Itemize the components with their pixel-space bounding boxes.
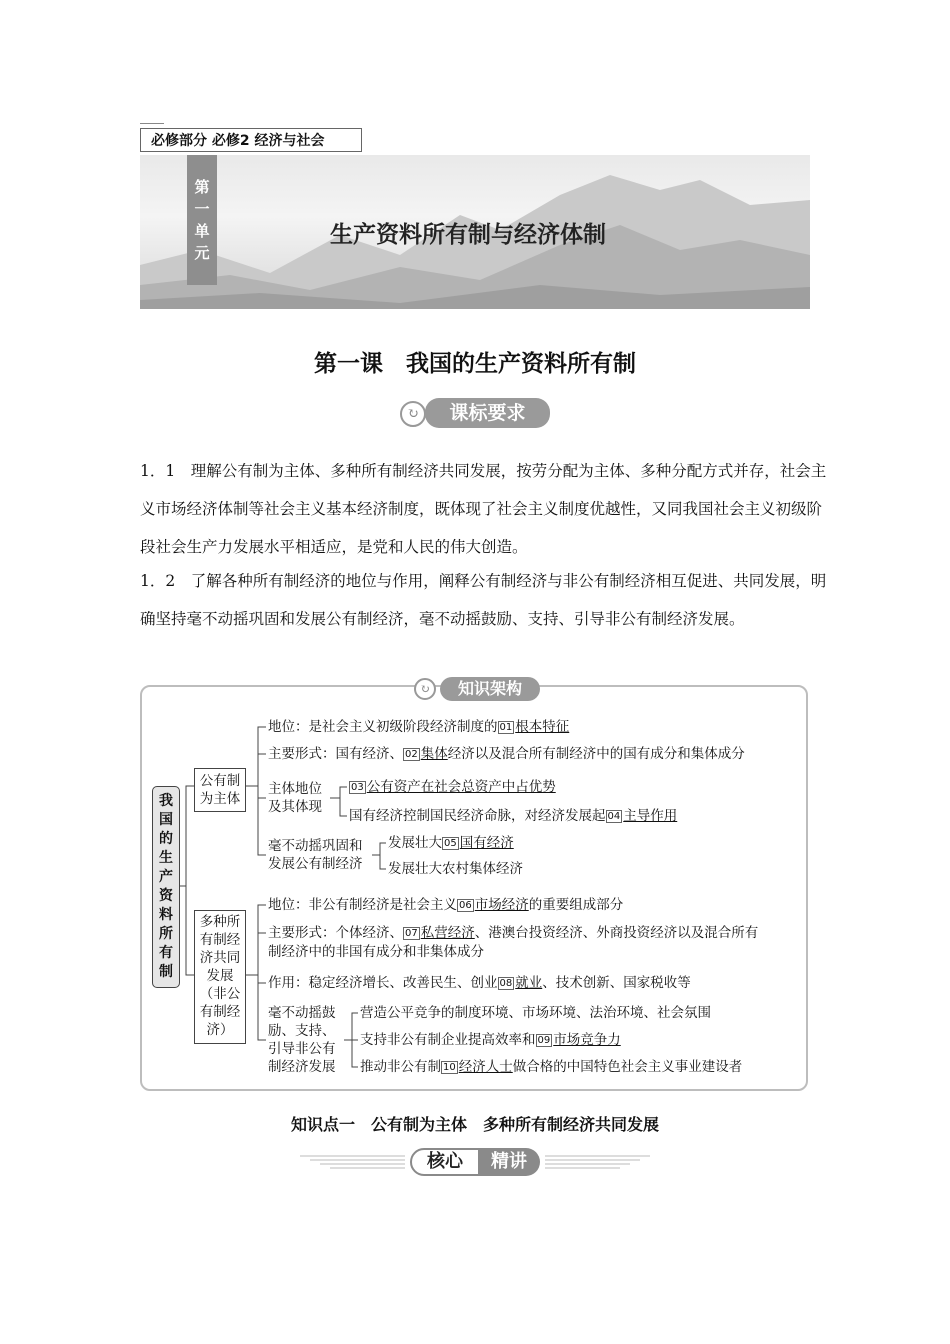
framework-pill: 知识架构 — [440, 677, 540, 701]
public-forms: 主要形式：国有经济、 02 集体经济以及混合所有制经济中的国有成分和集体成分 — [268, 746, 745, 762]
unit-number-label: 第 一 单 元 — [187, 155, 217, 285]
nonpublic-guide-2: 支持非公有制企业提高效率和 09 市场竞争力 — [360, 1032, 621, 1048]
nonpublic-ownership-node: 多种所 有制经 济共同 发展 （非公 有制经 济） — [194, 910, 246, 1044]
public-embody-2: 国有经济控制国民经济命脉，对经济发展起 04 主导作用 — [349, 808, 678, 824]
nonpublic-role: 作用：稳定经济增长、改善民生、创业 08 就业、技术创新、国家税收等 — [268, 975, 691, 991]
requirements-pill: 课标要求 — [425, 398, 550, 428]
unit-title: 生产资料所有制与经济体制 — [330, 222, 606, 248]
public-embody-label: 主体地位及其体现 — [268, 781, 322, 815]
framework-root: 我国的生产资料所有制 — [152, 786, 180, 988]
textbook-section-tag: 必修部分 必修2 经济与社会 — [140, 128, 362, 152]
requirement-1: 1．1 理解公有制为主体、多种所有制经济共同发展，按劳分配为主体、多种分配方式并存，社会主义市场经济体制等社会主义基本经济制度，既体现了社会主义制度优越性，又同我国社会主义初级阶段社会生产力发展水平相适应，是党和人民的伟大创造。 — [140, 462, 827, 556]
public-develop-label-1: 毫不动摇巩固和 — [268, 838, 363, 854]
public-status: 地位：是社会主义初级阶段经济制度的 01 根本特征 — [268, 719, 570, 735]
nonpublic-forms: 主要形式：个体经济、 07 私营经济、港澳台投资经济、外商投资经济以及混合所有 — [268, 925, 759, 941]
public-ownership-node: 公有制为主体 — [194, 768, 246, 812]
refresh-icon: ↻ — [414, 678, 436, 700]
nonpublic-status: 地位：非公有制经济是社会主义 06 市场经济的重要组成部分 — [268, 897, 624, 913]
nonpublic-guide-1: 营造公平竞争的制度环境、市场环境、法治环境、社会氛围 — [360, 1005, 711, 1021]
nonpublic-forms-line2: 制经济中的非国有成分和非集体成分 — [268, 944, 484, 960]
core-pill-right: 精讲 — [478, 1148, 540, 1176]
lesson-title: 第一课 我国的生产资料所有制 — [314, 351, 636, 377]
nonpublic-guide-3: 推动非公有制 10 经济人士做合格的中国特色社会主义事业建设者 — [360, 1059, 743, 1075]
knowledge-point-heading: 知识点一 公有制为主体 多种所有制经济共同发展 — [290, 1115, 659, 1134]
nonpublic-guide-label: 毫不动摇鼓 励、支持、 引导非公有 制经济发展 — [268, 1005, 336, 1075]
public-develop-2: 发展壮大农村集体经济 — [388, 861, 523, 877]
core-pill-left: 核心 — [410, 1148, 480, 1176]
requirement-2: 1．2 了解各种所有制经济的地位与作用，阐释公有制经济与非公有制经济相互促进、共同发展，明确坚持毫不动摇巩固和发展公有制经济，毫不动摇鼓励、支持、引导非公有制经济发展。 — [140, 572, 827, 628]
public-develop-label-2: 发展公有制经济 — [268, 856, 363, 872]
public-develop-1: 发展壮大 05 国有经济 — [388, 835, 514, 851]
refresh-icon: ↻ — [400, 401, 426, 427]
public-embody-1: 03 公有资产在社会总资产中占优势 — [351, 779, 556, 795]
